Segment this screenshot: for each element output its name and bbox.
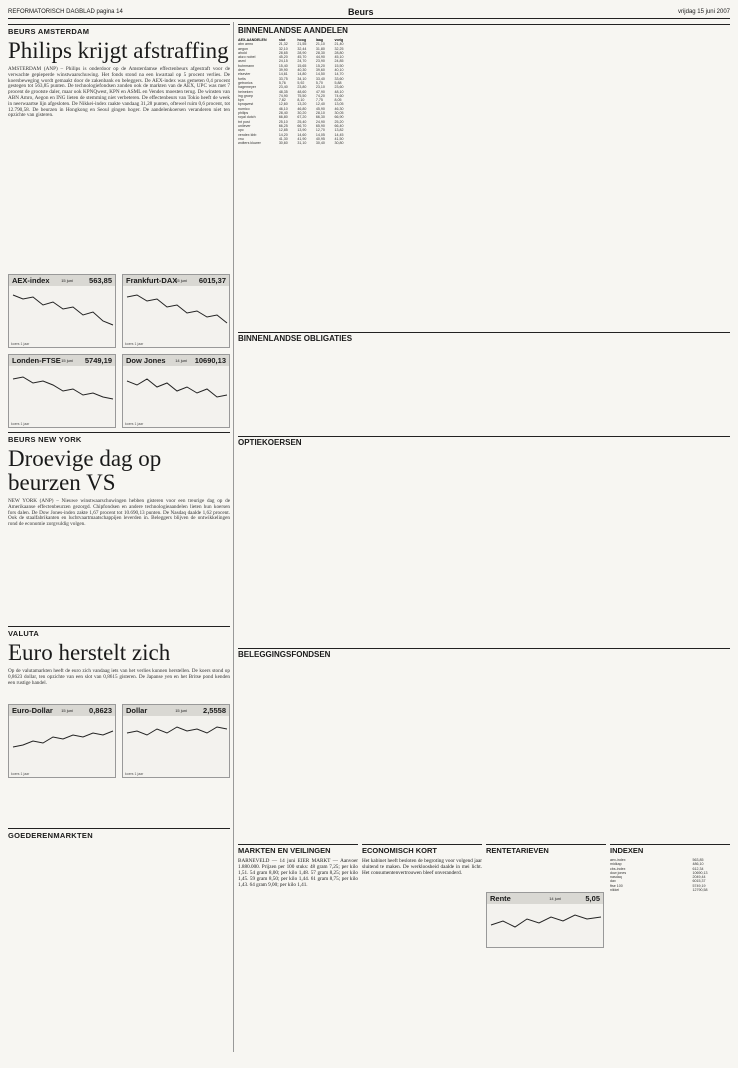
chart-value: 5,05 [585, 894, 600, 903]
table-row: asml 24,15 24,70 23,90 24,85 [238, 59, 344, 64]
table-row: midkap 486,10 [610, 862, 704, 867]
chart-caption: koers 1 jaar [11, 422, 30, 426]
rente-section [486, 844, 606, 903]
aandelen-title: BINNENLANDSE AANDELEN [238, 24, 730, 35]
table-row: nasdaq 2049,44 [610, 875, 706, 880]
obligaties-title: BINNENLANDSE OBLIGATIES [238, 332, 730, 343]
opties-section [238, 436, 730, 447]
newyork-body: NEW YORK (ANP) – Nieuwe winstwaarschuwingen hebben gisteren voor een treurige dag op de Amerikaanse effectenbeurzen gezorgd. Chipfondsen en andere technologieaandelen lieten hun koersen fors dalen. De Dow Jones-index zakte 1,67 procent tot 10.690,13 punten. De Nasdaq daalde 1,62 procent. Ook de staalfabrikanten en luchtvaartmaatschappijen leverden in. Beleggers blijven de ontwikkelingen rond de economie zorgvuldig volgen. [8, 498, 230, 528]
chart-rente-plot [487, 905, 605, 945]
table-row: nikkei 12790,58 [610, 888, 708, 893]
fondsen-title: BELEGGINGSFONDSEN [238, 648, 730, 659]
chart-euro-dollar [8, 704, 116, 778]
page-header [8, 6, 730, 19]
table-row: dsm 39,90 40,30 39,60 40,10 [238, 68, 344, 73]
chart-date: 15 juni [61, 708, 73, 713]
chart-date: 15 juni [61, 358, 73, 363]
aandelen-section [238, 24, 730, 35]
table-row: aex-index 563,85 [610, 858, 704, 862]
chart-caption: koers 1 jaar [125, 342, 144, 346]
chart-caption: koers 1 jaar [11, 772, 30, 776]
markten-text: BARNEVELD — 14 juni EIER MARKT — Aanvoer 1.880.000. Prijzen per 100 stuks: 48 gram 7,25; per kilo 1,51. 54 gram 8,00; per kilo 1,48. 57 gram 8,25; per kilo 1,45. 59 gram 8,50; per kilo 1,44. 61 gram 8,75; per kilo 1,43. 64 gram 9,00; per kilo 1,41. [238, 858, 358, 888]
chart-title: AEX-index [12, 276, 50, 285]
table-row: dow jones 10690,13 [610, 870, 708, 875]
chart-title: Londen-FTSE [12, 356, 61, 365]
chart-aex-plot [9, 287, 117, 339]
valuta-body: Op de valutamarkten heeft de euro zich vandaag iets van het verlies kunnen herstellen. De koers stond op 0,8623 dollar, ten opzichte van een slot van 0,8615 gisteren. De Japanse yen en het Britse pond kenden een rustige handel. [8, 668, 230, 686]
chart-date: 15 juni [175, 278, 187, 283]
table-row: kpnqwest 12,60 13,20 12,40 13,05 [238, 102, 344, 107]
header-left: REFORMATORISCH DAGBLAD pagina 14 [8, 9, 123, 15]
indexen-title: INDEXEN [610, 844, 730, 855]
newyork-headline: Droevige dag op beurzen VS [8, 446, 162, 495]
chart-dax-plot [123, 287, 231, 339]
indexen-section [610, 844, 730, 855]
column-rule [233, 22, 234, 1052]
indexen-table [610, 858, 730, 892]
chart-dowjones [122, 354, 230, 428]
table-row: akzo nobel 45,20 45,70 44,90 45,10 [238, 55, 344, 60]
table-row: abn amro 21,32 21,55 21,10 21,40 [238, 42, 344, 47]
chart-caption: koers 1 jaar [11, 342, 30, 346]
valuta-article [8, 626, 230, 686]
valuta-kicker: VALUTA [8, 626, 230, 638]
obligaties-section [238, 332, 730, 343]
chart-caption: koers 1 jaar [125, 772, 144, 776]
markten-section [238, 844, 358, 888]
table-row: vnu 41,30 41,90 40,95 41,50 [238, 136, 344, 141]
chart-rente [486, 892, 604, 948]
chart-value: 2,5558 [203, 706, 226, 715]
table-row: upc 12,85 13,90 12,70 13,82 [238, 128, 344, 133]
left-column [8, 24, 230, 119]
chart-date: 14 juni [549, 896, 561, 901]
chart-value: 5749,19 [84, 356, 112, 365]
table-row: fortis 33,75 34,10 33,40 33,60 [238, 76, 344, 81]
chart-title: Dollar [126, 706, 148, 715]
table-row: philips 28,40 30,20 28,10 30,05 [238, 111, 344, 116]
table-row: aegon 32,10 32,44 31,80 32,25 [238, 46, 344, 51]
table-row: cbs-index 612,34 [610, 866, 704, 871]
chart-date: 15 juni [61, 278, 73, 283]
chart-value: 10690,13 [194, 356, 226, 365]
table-row: ftse 100 5749,19 [610, 883, 706, 888]
valuta-headline: Euro herstelt zich [8, 640, 171, 665]
newyork-kicker: BEURS NEW YORK [8, 432, 230, 444]
table-row: heineken 48,35 48,60 47,90 48,10 [238, 89, 344, 94]
table-row: kpn 7,82 8,10 7,75 8,05 [238, 98, 342, 103]
table-row: dax 6015,37 [610, 879, 706, 884]
header-section-title: Beurs [348, 7, 374, 17]
table-row: getronics 5,76 5,92 5,70 5,88 [238, 80, 342, 85]
opties-title: OPTIEKOERSEN [238, 436, 730, 447]
table-row: hagemeyer 23,40 23,80 23,10 23,60 [238, 85, 344, 90]
chart-date: 14 juni [175, 358, 187, 363]
chart-ftse-plot [9, 367, 117, 419]
table-row: tnt post 25,10 25,40 24,90 25,20 [238, 119, 344, 124]
rente-title: RENTETARIEVEN [486, 844, 606, 855]
economisch-section [362, 844, 482, 876]
amsterdam-body: AMSTERDAM (ANP) – Philips is onderdoor op de Amsterdamse effectenbeurs afgestraft voor de verwachte gepieperde winstwaarschuwing. Het fonds stond na een kwartaal op 5 procent verlies. De koersbeweging wordt gemaakt door de zakenbank en beleggers. De AEX-index was gemeten 0,4 procent gestegen tot 563,85 punten. De technologiefondsen zonden ook de markten van de AEX, UPC was met 7 procent de grootste daler, maar ook KPNQwest, KPN en ASML en Vendex moesten terug. De winsten van ABN Amro, Aegon en ING lieten de stemming niet verbeteren. De effectenbeurs van Tokio heeft de week in neerwaartse lijn afgesloten. De Nikkei-index raakte vandaag 31,28 punten, oftewel ruim 0,6 procent, tot 12.790,58. De beurzen in Hongkong en Seoul gingen hoger. De aandelenkoersen veranderen niet ten opzichte van gisteren. [8, 66, 230, 119]
chart-value: 0,8623 [89, 706, 112, 715]
chart-title: Rente [490, 894, 511, 903]
table-header-row: AEX-AANDELEN slot hoog laag vorig [238, 38, 344, 42]
economisch-text: Het kabinet heeft besloten de begroting voor volgend jaar sluitend te maken. De werkloosheid daalde in mei licht. Het consumentenvertrouwen bleef onveranderd. [362, 858, 482, 876]
amsterdam-headline: Philips krijgt afstraffing [8, 38, 229, 63]
chart-title: Euro-Dollar [12, 706, 53, 715]
table-row: elsevier 14,61 14,80 14,50 14,70 [238, 72, 344, 77]
chart-title: Dow Jones [126, 356, 166, 365]
table-row: ahold 28,65 28,90 28,30 28,80 [238, 50, 344, 55]
table-row: ing groep 74,90 75,50 74,20 74,60 [238, 93, 344, 98]
chart-dollar [122, 704, 230, 778]
chart-ftse [8, 354, 116, 428]
chart-value: 6015,37 [198, 276, 226, 285]
goederen-title: GOEDERENMARKTEN [8, 828, 230, 840]
chart-dax [122, 274, 230, 348]
table-row: unilever 66,25 66,70 65,90 66,40 [238, 123, 344, 128]
chart-value: 563,85 [89, 276, 112, 285]
chart-caption: koers 1 jaar [125, 422, 144, 426]
newyork-article [8, 432, 230, 528]
table-row: vendex kbb 14,20 14,60 14,05 14,45 [238, 132, 344, 137]
chart-date: 15 juni [175, 708, 187, 713]
table-row: numico 46,10 46,80 45,90 46,30 [238, 106, 344, 111]
chart-dowjones-plot [123, 367, 231, 419]
newspaper-page [8, 6, 730, 1058]
table-row: buhrmann 15,40 15,65 15,20 15,50 [238, 63, 344, 68]
chart-dollar-plot [123, 717, 231, 769]
fondsen-section [238, 648, 730, 659]
goederen-section [8, 828, 230, 840]
aandelen-table-1 [238, 38, 353, 145]
chart-euro-dollar-plot [9, 717, 117, 769]
chart-title: Frankfurt-DAX [126, 276, 178, 285]
markten-title: MARKTEN EN VEILINGEN [238, 844, 358, 855]
amsterdam-kicker: BEURS AMSTERDAM [8, 24, 230, 36]
table-row: wolters kluwer 30,60 31,10 30,40 30,80 [238, 141, 344, 146]
table-row: royal dutch 66,80 67,20 66,30 66,90 [238, 115, 344, 120]
chart-aex [8, 274, 116, 348]
economisch-title: ECONOMISCH KORT [362, 844, 482, 855]
header-date: vrijdag 15 juni 2007 [677, 9, 730, 15]
